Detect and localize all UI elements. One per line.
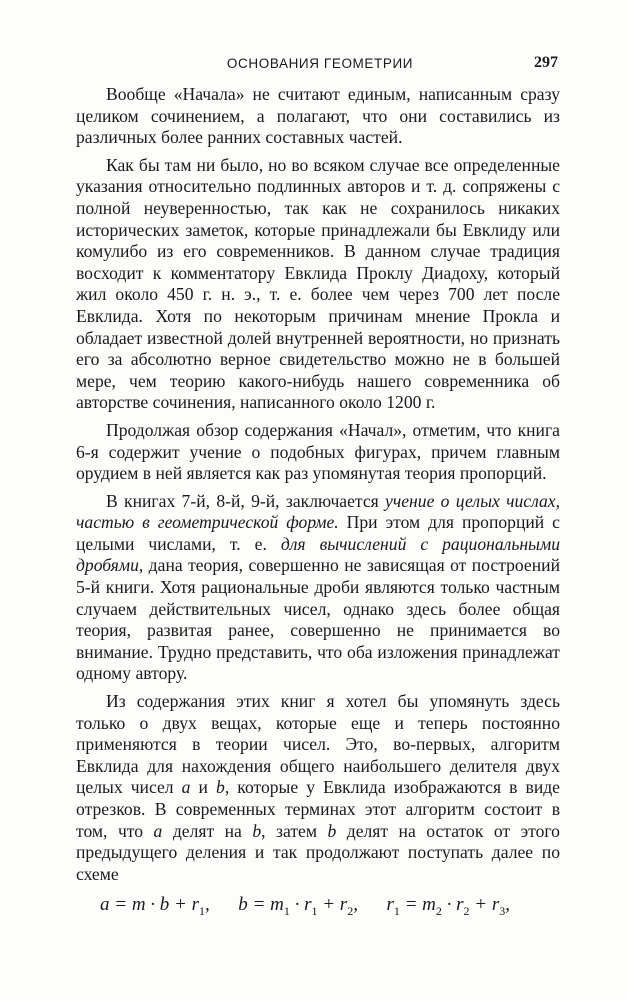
italic-text: b [216, 777, 225, 798]
italic-text: b [327, 820, 337, 841]
text-run: , которые у Евклида изображаются в виде отрезков. В современных терминах этот алгоритм состоит в том, что [76, 777, 560, 841]
text-run: , затем [261, 820, 328, 841]
formula-term: $r_1 = m_2 \cdot r_2 + r_3$, [386, 894, 511, 918]
text-run: и [190, 777, 217, 798]
running-title: ОСНОВАНИЯ ГЕОМЕТРИИ [226, 56, 414, 71]
paragraph [76, 491, 560, 685]
paragraph [76, 84, 560, 149]
paragraph [76, 420, 560, 485]
italic-text: b [252, 820, 262, 841]
text-run: Продолжая обзор содержания «Начал», отметим, что книга 6-я содержит учение о подобных фигурах, причем главным орудием в ней является как раз упомянутая теория пропорций. [76, 419, 560, 484]
paragraph [76, 155, 560, 414]
text-run: При этом для пропорций с целыми числами, т. е. [76, 512, 560, 554]
paragraph [76, 691, 560, 885]
text-run: Вообще «Начала» не считают единым, написанным сразу целиком сочинением, а полагают, что они составились из различных более ранних составных частей. [76, 84, 560, 148]
text-run: Из содержания этих книг я хотел бы упомянуть здесь только о двух вещах, которые еще и теперь постоянно применяются в теории чисел. Это, во-первых, алгоритм Евклида для нахождения общего наибольшего делителя двух целых чисел [76, 691, 560, 798]
formula-term: $a = m \cdot b + r_1$, [100, 894, 210, 918]
italic-text: a [181, 777, 191, 798]
italic-text: для вычислений с рациональными дробями, [76, 533, 560, 576]
running-head [90, 52, 560, 76]
text-run: дана теория, совершенно не зависящая от построений 5-й книги. Хотя рациональные дроби являются только частным случаем действительных чисел, однако здесь более общая теория, развитая ранее, совершенно не принимается во внимание. Трудно представить, что оба изложения принадлежат одному автору. [76, 555, 560, 684]
text-run: делят на [162, 820, 253, 841]
italic-text: учение о целых числах, частью в геометрической форме. [76, 490, 560, 533]
text-run: делят на остаток от этого предыдущего деления и так продолжают поступать далее по схеме [76, 820, 560, 884]
recursion-formula [100, 894, 550, 919]
text-run: Как бы там ни было, но во всяком случае все определенные указания относительно подлинных авторов и т. д. сопряжены с полной неуверенностью, так как не сохранилось никаких исторических заметок, которые принадлежали бы Евклиду или комулибо из его современников. В данном случае традиция восходит к комментатору Евклида Проклу Диадоху, который жил около 450 г. н. э., т. е. более чем через 700 лет после Евклида. Хотя по некоторым причинам мнение Прокла и обладает известной долей внутренней вероятности, но признать его за абсолютно верное свидетельство можно не в большей мере, чем теорию какого-нибудь нашего современника об авторстве сочинения, написанного около 1200 г. [76, 154, 560, 413]
body-text [76, 84, 560, 891]
text-run: В книгах 7-й, 8-й, 9-й, заключается [106, 490, 386, 511]
italic-text: a [153, 820, 163, 841]
page-number: 297 [534, 54, 558, 71]
formula-term: $b = m_1 \cdot r_1 + r_2$, [238, 894, 358, 918]
